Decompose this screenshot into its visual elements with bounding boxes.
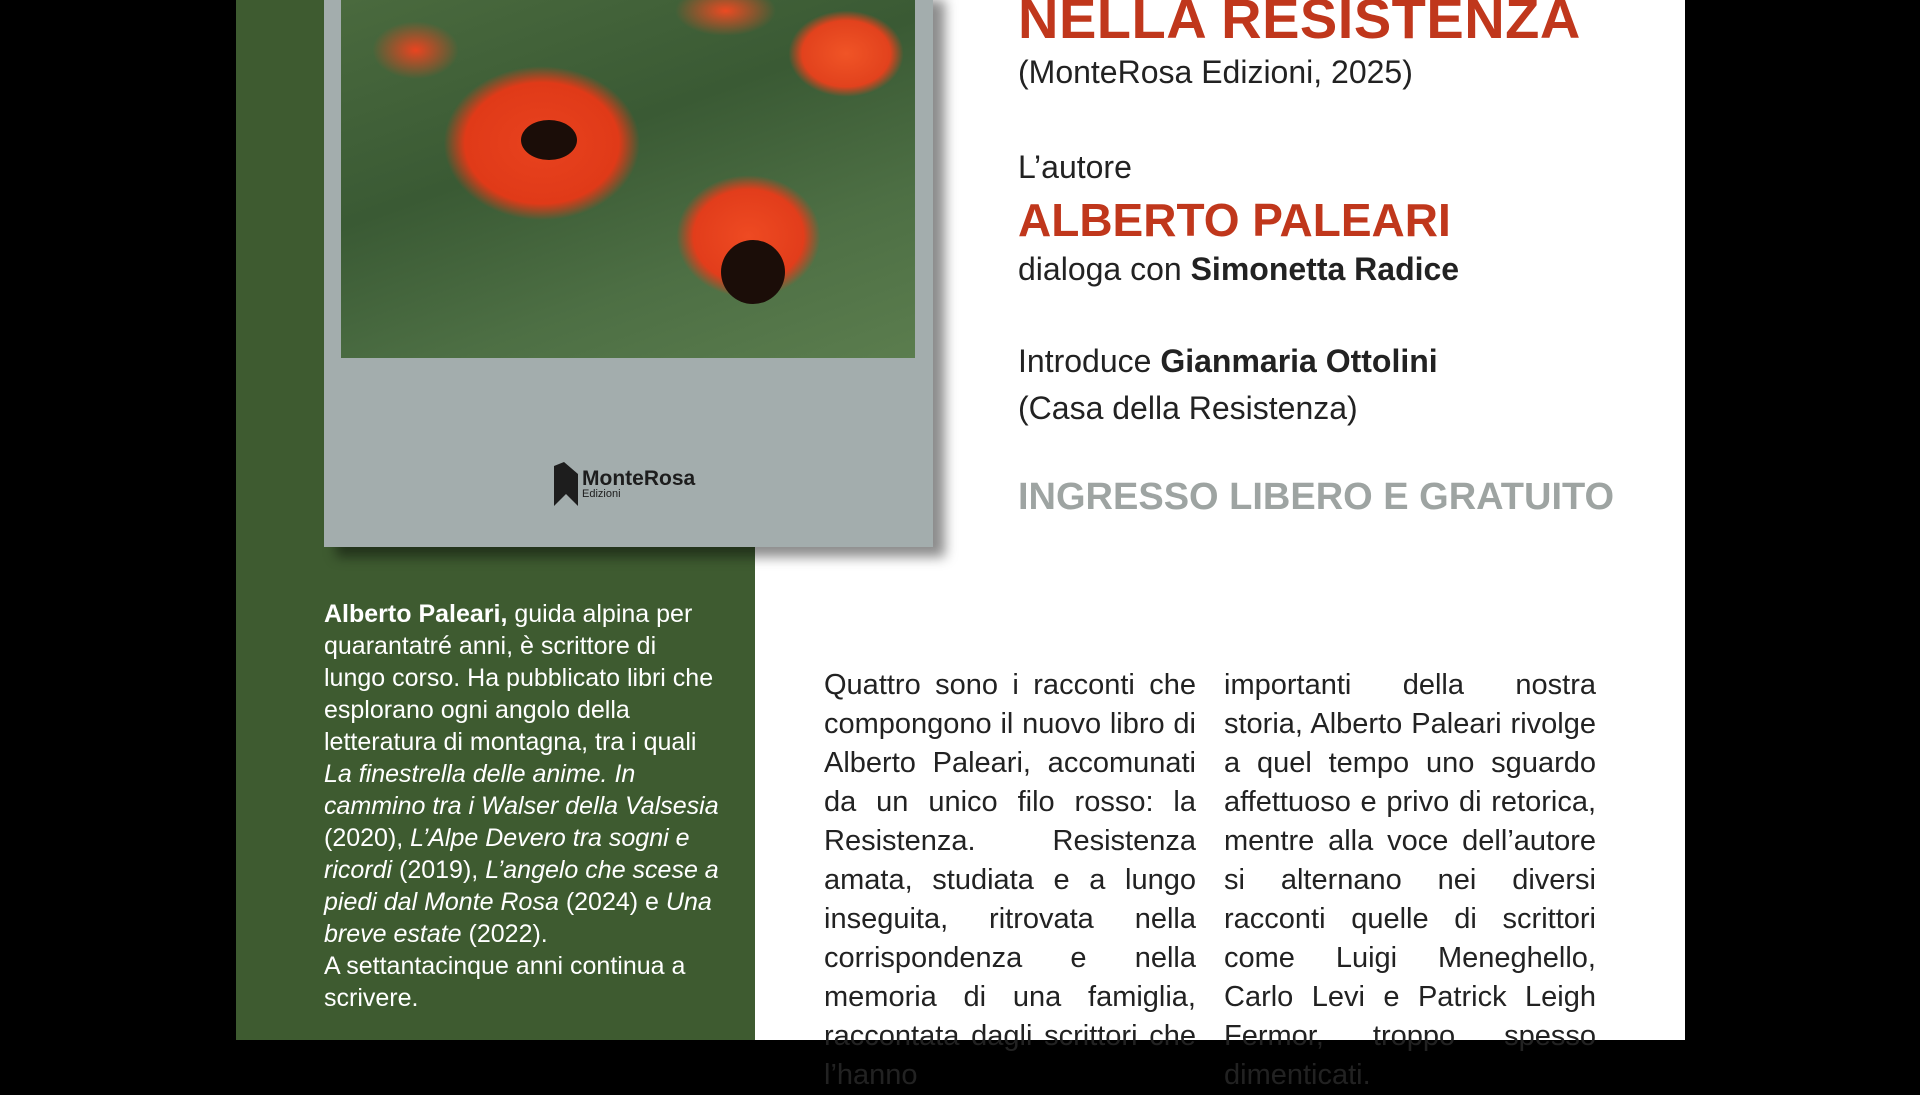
description-column-2: importanti della nostra storia, Alberto Paleari rivolge a quel tempo uno sguardo affettuoso e privo di retorica, mentre alla voce dell’autore si alternano nei diversi racconti quelle di scrittori come Luigi Meneghello, Carlo Levi e Patrick Leigh Fermor, troppo spesso dimenticati.: [1224, 669, 1596, 1091]
author-label: L’autore: [1018, 149, 1132, 185]
bio-work: L’Alpe Devero tra sogni e ricordi: [324, 824, 690, 884]
publisher-logo-text: [582, 469, 695, 499]
publisher-logo-sub: Edizioni: [582, 488, 621, 500]
bio-work: L’angelo che scese a piedi dal Monte Rosa: [324, 856, 719, 916]
author-bio: [324, 598, 724, 1014]
dialogue-line: [1018, 251, 1459, 288]
dialogue-person: Simonetta Radice: [1190, 251, 1460, 287]
intro-person: Gianmaria Ottolini: [1160, 343, 1438, 379]
bio-year: (2022).: [461, 920, 548, 948]
event-poster: [236, 0, 1685, 1091]
bio-work: La finestrella delle anime. In cammino tra i Walser della Valsesia: [324, 760, 719, 820]
book-title: NELLA RESISTENZA: [1018, 0, 1581, 50]
poppy-center: [521, 120, 577, 160]
poppies-photo: [341, 0, 915, 358]
free-entry-notice: INGRESSO LIBERO E GRATUITO: [1018, 476, 1615, 518]
publisher-logo: [554, 462, 695, 506]
bio-text: guida alpina per quarantatré anni, è scrittore di lungo corso. Ha pubblicato libri che esplorano ogni angolo della letteratura di montagna, tra i quali: [324, 600, 714, 756]
dialogue-prefix: dialoga con: [1018, 251, 1182, 287]
bio-name: Alberto Paleari,: [324, 600, 508, 628]
description-column-1: Quattro sono i racconti che compongono il nuovo libro di Alberto Paleari, accomunati da un unico filo rosso: la Resistenza. Resistenza amata, studiata e a lungo inseguita, ritrovata nella corrispondenza e nella memoria di una famiglia, raccontata dagli scrittori che l’hanno: [824, 669, 1196, 1091]
author-name: ALBERTO PALEARI: [1018, 194, 1451, 246]
intro-organization: (Casa della Resistenza): [1018, 390, 1358, 426]
bio-year: (2024) e: [558, 888, 666, 916]
bio-closing: A settantacinque anni continua a scrivere.: [324, 952, 686, 1012]
intro-line: [1018, 343, 1438, 380]
book-cover: [324, 0, 933, 547]
publisher-logo-name: MonteRosa: [582, 467, 696, 490]
bio-year: (2019),: [392, 856, 486, 884]
mountain-logo-icon: [554, 462, 578, 506]
publisher-year: (MonteRosa Edizioni, 2025): [1018, 54, 1413, 90]
intro-prefix: Introduce: [1018, 343, 1152, 379]
bio-work: Una breve estate: [324, 888, 712, 948]
poppy-center: [721, 240, 785, 304]
bio-year: (2020),: [324, 824, 411, 852]
